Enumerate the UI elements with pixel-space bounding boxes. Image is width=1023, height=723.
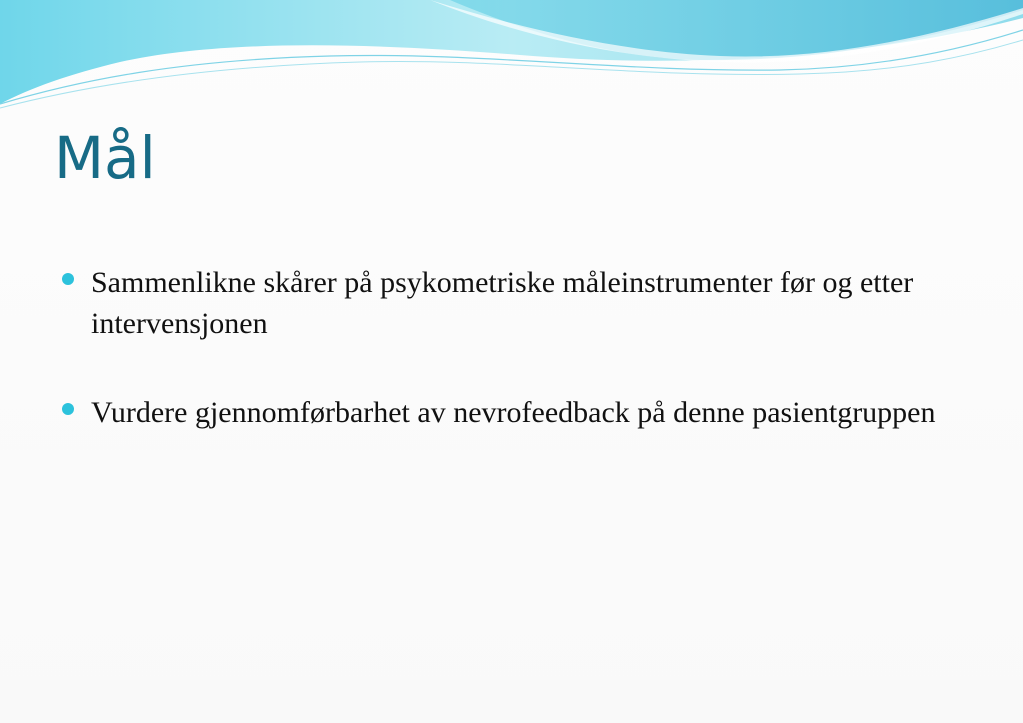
- bullet-item: [62, 262, 962, 344]
- bullet-list: [62, 262, 962, 481]
- bullet-item: [62, 392, 962, 433]
- bullet-text: Sammenlikne skårer på psykometriske måleinstrumenter før og etter intervensjonen: [91, 266, 914, 340]
- bullet-dot-icon: [62, 273, 74, 285]
- slide-title: Mål: [54, 124, 156, 192]
- header-wave-decoration: [0, 0, 1023, 120]
- bullet-dot-icon: [62, 403, 74, 415]
- bullet-text: Vurdere gjennomførbarhet av nevrofeedback på denne pasientgruppen: [91, 396, 936, 429]
